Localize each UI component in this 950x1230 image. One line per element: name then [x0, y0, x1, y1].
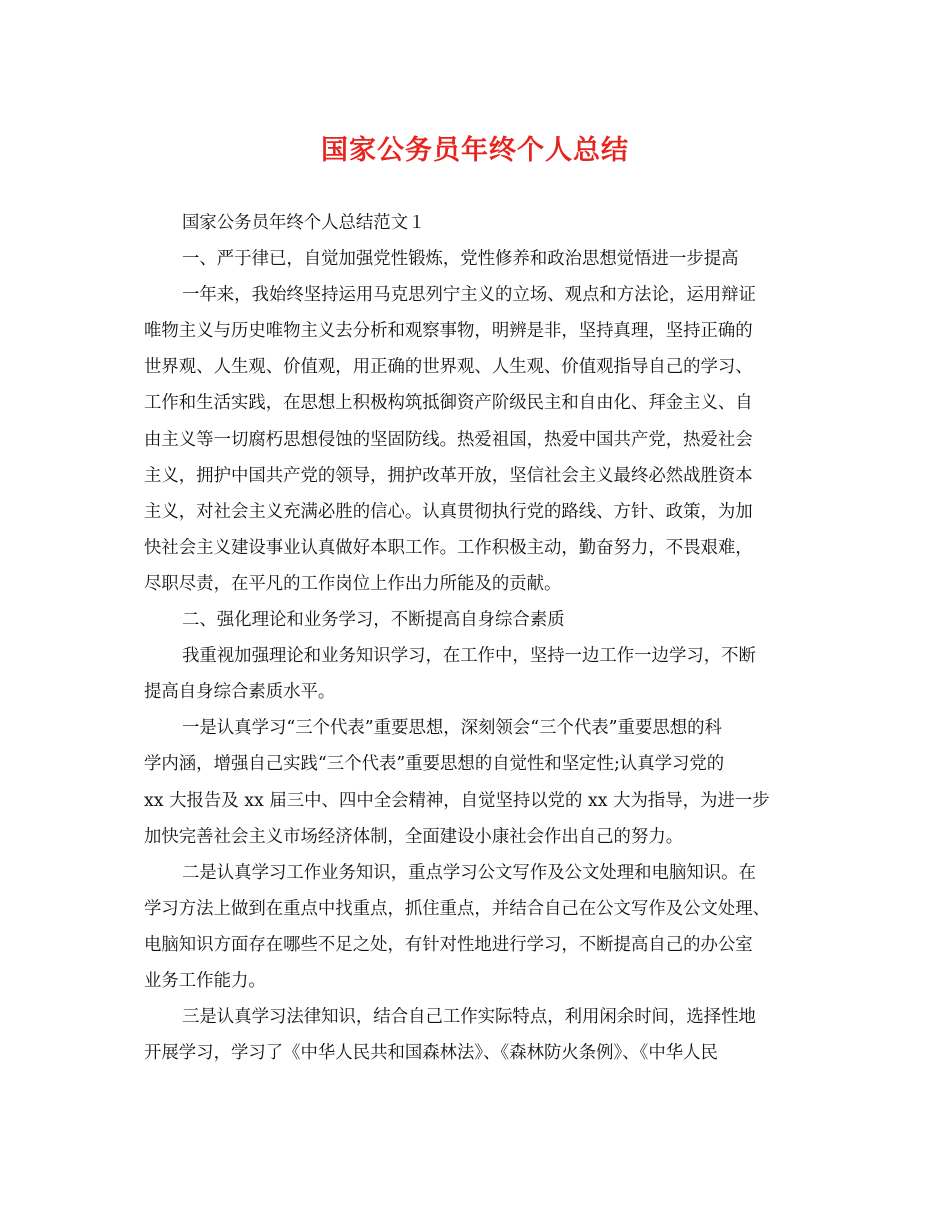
- paragraph-line: 二、强化理论和业务学习，不断提高自身综合素质: [182, 610, 565, 631]
- paragraph-line: 尽职尽责，在平凡的工作岗位上作出力所能及的贡献。: [144, 573, 562, 594]
- paragraph-line: 一、严于律已，自觉加强党性锻炼，党性修养和政治思想觉悟进一步提高: [182, 249, 739, 270]
- paragraph-line: 一年来，我始终坚持运用马克思列宁主义的立场、观点和方法论，运用辩证: [182, 285, 756, 306]
- paragraph-line: 世界观、人生观、价值观，用正确的世界观、人生观、价值观指导自己的学习、: [144, 357, 753, 378]
- paragraph-line: 提高自身综合素质水平。: [144, 682, 336, 703]
- paragraph-line: 学内涵，增强自己实践“三个代表”重要思想的自觉性和坚定性;认真学习党的: [144, 754, 725, 775]
- document-title: 国家公务员年终个人总结: [321, 135, 629, 166]
- paragraph-line: 加快完善社会主义市场经济体制，全面建设小康社会作出自己的努力。: [144, 826, 684, 847]
- paragraph-line: 业务工作能力。: [144, 970, 266, 991]
- paragraph-line: xx 大报告及 xx 届三中、四中全会精神，自觉坚持以党的 xx 大为指导，为进一步: [144, 790, 770, 811]
- paragraph-line: 一是认真学习“三个代表”重要思想，深刻领会“三个代表”重要思想的科: [182, 718, 722, 739]
- paragraph-line: 唯物主义与历史唯物主义去分析和观察事物，明辨是非，坚持真理，坚持正确的: [144, 321, 753, 342]
- paragraph-line: 二是认真学习工作业务知识，重点学习公文写作及公文处理和电脑知识。在: [182, 862, 756, 883]
- paragraph-line: 开展学习，学习了《中华人民共和国森林法》、《森林防火条例》、《中华人民: [144, 1043, 718, 1064]
- paragraph-line: 工作和生活实践，在思想上积极构筑抵御资产阶级民主和自由化、拜金主义、自: [144, 393, 753, 414]
- paragraph-line: 学习方法上做到在重点中找重点，抓住重点，并结合自己在公文写作及公文处理、: [144, 898, 771, 919]
- paragraph-line: 三是认真学习法律知识，结合自己工作实际特点，利用闲余时间，选择性地: [182, 1007, 756, 1028]
- paragraph-line: 主义，拥护中国共产党的领导，拥护改革开放，坚信社会主义最终必然战胜资本: [144, 465, 753, 486]
- paragraph-line: 电脑知识方面存在哪些不足之处，有针对性地进行学习，不断提高自己的办公室: [144, 934, 753, 955]
- paragraph-line: 快社会主义建设事业认真做好本职工作。工作积极主动，勤奋努力，不畏艰难，: [144, 537, 753, 558]
- paragraph-line: 国家公务员年终个人总结范文１: [182, 213, 426, 233]
- document-body: [144, 205, 810, 1071]
- paragraph-line: 由主义等一切腐朽思想侵蚀的坚固防线。热爱祖国，热爱中国共产党，热爱社会: [144, 429, 753, 450]
- paragraph-line: 我重视加强理论和业务知识学习，在工作中，坚持一边工作一边学习，不断: [182, 646, 756, 667]
- paragraph-line: 主义，对社会主义充满必胜的信心。认真贯彻执行党的路线、方针、政策，为加: [144, 501, 753, 522]
